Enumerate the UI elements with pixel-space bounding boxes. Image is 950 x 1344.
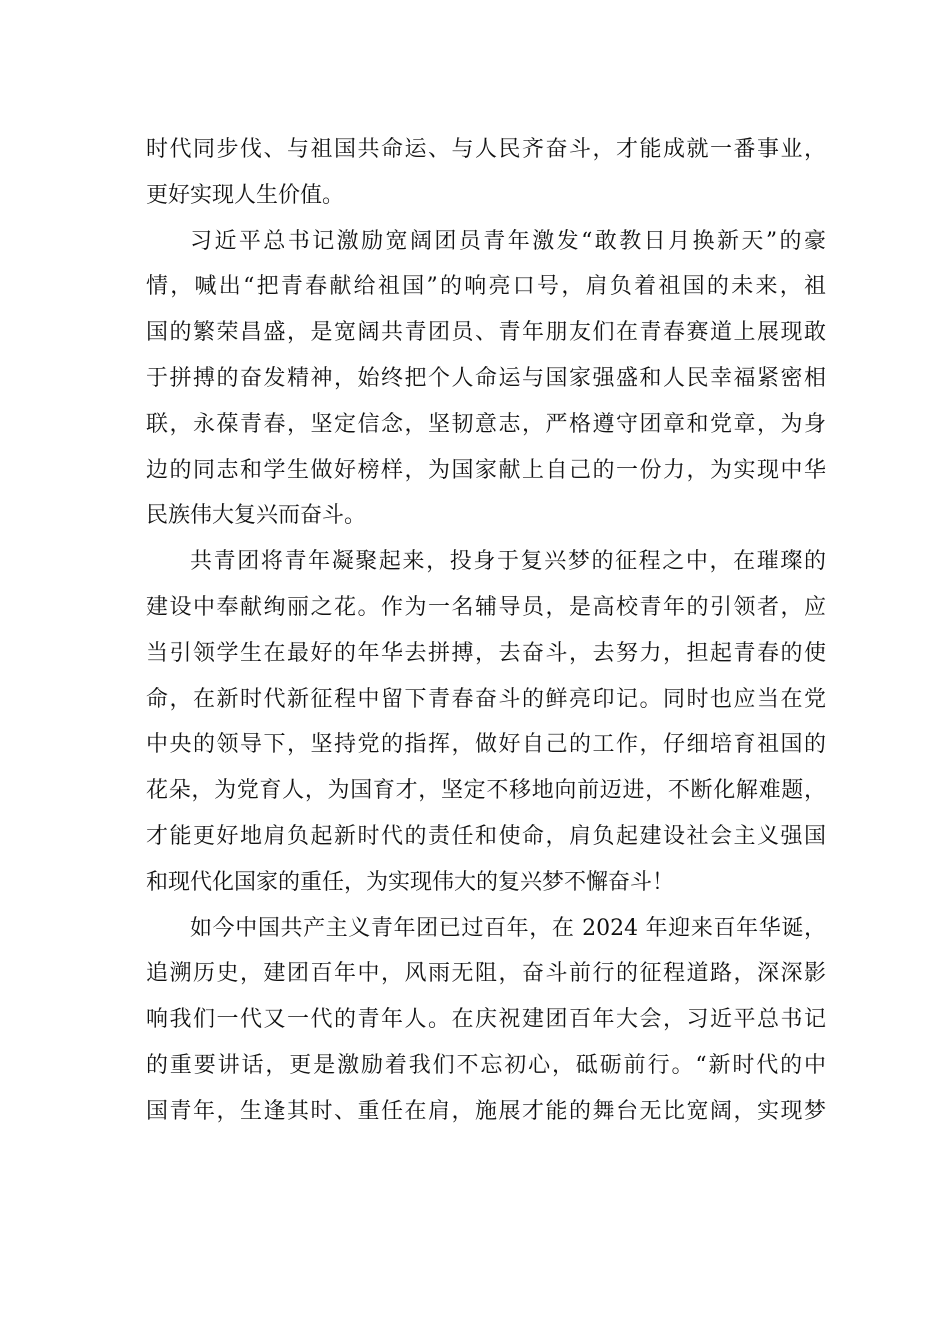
- text-line: 命，在新时代新征程中留下青春奋斗的鲜亮印记。同时也应当在党: [146, 686, 826, 712]
- text-line: 于拼搏的奋发精神，始终把个人命运与国家强盛和人民幸福紧密相: [146, 365, 826, 391]
- paragraph-3: [146, 539, 826, 905]
- text-line: 情，喊出“把青春献给祖国”的响亮口号，肩负着祖国的未来，祖: [146, 274, 826, 300]
- text-line: 响我们一代又一代的青年人。在庆祝建团百年大会，习近平总书记: [146, 1007, 826, 1033]
- text-line: 中央的领导下，坚持党的指挥，做好自己的工作，仔细培育祖国的: [146, 732, 826, 758]
- text-line: 建设中奉献绚丽之花。作为一名辅导员，是高校青年的引领者，应: [146, 594, 826, 620]
- text-line: 时代同步伐、与祖国共命运、与人民齐奋斗，才能成就一番事业，: [146, 137, 826, 162]
- text-line: 联，永葆青春，坚定信念，坚韧意志，严格遵守团章和党章，为身: [146, 411, 826, 437]
- paragraph-4: [146, 906, 826, 1135]
- text-line: 国青年，生逢其时、重任在肩，施展才能的舞台无比宽阔，实现梦: [146, 1098, 826, 1124]
- text-line: 共青团将青年凝聚起来，投身于复兴梦的征程之中，在璀璨的: [190, 549, 826, 575]
- text-line: 追溯历史，建团百年中，风雨无阻，奋斗前行的征程道路，深深影: [146, 961, 826, 987]
- text-line: 和现代化国家的重任，为实现伟大的复兴梦不懈奋斗！: [146, 869, 675, 895]
- text-line: 边的同志和学生做好榜样，为国家献上自己的一份力，为实现中华: [146, 457, 826, 483]
- text-line: 如今中国共产主义青年团已过百年，在 2024 年迎来百年华诞，: [190, 915, 826, 941]
- text-line: 更好实现人生价值。: [146, 182, 345, 208]
- document-body: [146, 127, 826, 1135]
- text-line: 的重要讲话，更是激励着我们不忘初心，砥砺前行。“新时代的中: [146, 1052, 826, 1078]
- paragraph-2: [146, 219, 826, 540]
- text-line: 国的繁荣昌盛，是宽阔共青团员、青年朋友们在青春赛道上展现敢: [146, 320, 826, 346]
- text-line: 当引领学生在最好的年华去拼搏，去奋斗，去努力，担起青春的使: [146, 640, 826, 666]
- text-line: 习近平总书记激励宽阔团员青年激发“敢教日月换新天”的豪: [190, 228, 826, 254]
- text-line: 才能更好地肩负起新时代的责任和使命，肩负起建设社会主义强国: [146, 823, 826, 849]
- text-line: 民族伟大复兴而奋斗。: [146, 503, 367, 529]
- text-line: 花朵，为党育人，为国育才，坚定不移地向前迈进，不断化解难题，: [146, 778, 826, 804]
- paragraph-1: [146, 127, 826, 219]
